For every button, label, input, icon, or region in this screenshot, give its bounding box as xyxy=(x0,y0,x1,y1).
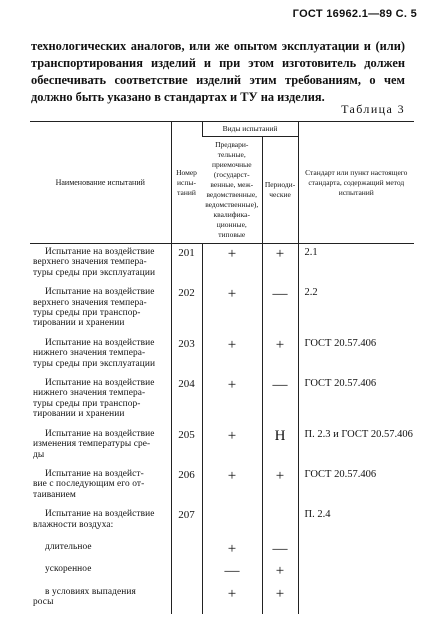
acceptance-mark xyxy=(202,506,262,536)
method-reference xyxy=(298,581,414,614)
test-name-line: изменения температуры сре- xyxy=(33,439,151,450)
test-name-line: ды xyxy=(33,449,45,460)
test-name-line: Испытание на воздействие xyxy=(45,378,155,389)
table-row xyxy=(30,536,414,558)
test-name-line: росы xyxy=(33,597,54,608)
method-reference: ГОСТ 20.57.406 xyxy=(298,375,414,426)
test-name-line: Испытание на воздействие xyxy=(45,287,155,298)
test-name-line: нижнего значения темпера- xyxy=(33,388,146,399)
test-number: 204 xyxy=(171,375,202,426)
col-header-periodic: Периодические xyxy=(262,137,298,244)
periodic-mark: + xyxy=(262,466,298,506)
test-name-line: в условиях выпадения xyxy=(45,586,136,597)
periodic-mark: — xyxy=(262,536,298,558)
test-name xyxy=(30,335,171,375)
table-row xyxy=(30,375,414,426)
periodic-mark: + xyxy=(262,335,298,375)
test-number xyxy=(171,581,202,614)
method-reference: 2.1 xyxy=(298,244,414,285)
method-reference xyxy=(298,536,414,558)
acceptance-mark: — xyxy=(202,558,262,580)
test-name-line: Испытание на воздейст- xyxy=(45,468,144,479)
test-number: 206 xyxy=(171,466,202,506)
test-name-line: Испытание на воздействие xyxy=(45,428,155,439)
method-reference: ГОСТ 20.57.406 xyxy=(298,335,414,375)
acceptance-mark: + xyxy=(202,426,262,466)
test-number xyxy=(171,536,202,558)
acceptance-mark: + xyxy=(202,244,262,285)
test-name-line: туры среды при транспор- xyxy=(33,308,141,319)
test-name-line: туры среды при эксплуатации xyxy=(33,358,156,369)
test-name-line: влажности воздуха: xyxy=(33,519,114,530)
method-reference: 2.2 xyxy=(298,284,414,335)
body-paragraph: технологических аналогов, или же опытом эксплуатации и (или) транспортирования изделий и при этом изготовитель должен обеспечивать соответствие изделий этим требованиям, о чем должно быть указано в стандартах и ТУ на изделия. xyxy=(31,39,405,104)
periodic-mark: + xyxy=(262,244,298,285)
test-name xyxy=(30,466,171,506)
col-header-number: Номер испытаний xyxy=(171,122,202,244)
page-header: ГОСТ 16962.1—89 С. 5 xyxy=(292,8,417,20)
col-header-types: Виды испытаний xyxy=(202,122,298,137)
table-row xyxy=(30,506,414,536)
test-name-line: тировании и хранении xyxy=(33,318,125,329)
test-name-line: таиванием xyxy=(33,489,76,500)
test-name-line: длительное xyxy=(45,541,92,552)
test-name-line: верхнего значения темпера- xyxy=(33,257,147,268)
test-name-line: Испытание на воздействие xyxy=(45,337,155,348)
acceptance-mark: + xyxy=(202,581,262,614)
test-name-line: ускоренное xyxy=(45,564,92,575)
table-row xyxy=(30,284,414,335)
test-name-line: верхнего значения темпера- xyxy=(33,297,147,308)
test-name-line: Испытание на воздействие xyxy=(45,247,155,257)
test-name-line: Испытание на воздействие xyxy=(45,509,155,520)
test-number: 207 xyxy=(171,506,202,536)
test-name-line: вие с последующим его от- xyxy=(33,479,145,490)
test-name xyxy=(30,558,171,580)
table-row xyxy=(30,244,414,285)
acceptance-mark: + xyxy=(202,335,262,375)
test-name xyxy=(30,284,171,335)
table-caption: Таблица 3 xyxy=(341,102,405,116)
table-row xyxy=(30,426,414,466)
test-number xyxy=(171,558,202,580)
acceptance-mark: + xyxy=(202,466,262,506)
test-number: 205 xyxy=(171,426,202,466)
col-header-standard: Стандарт или пункт настоящего стандарта, содержащий метод испытаний xyxy=(298,122,414,244)
col-header-acceptance: Предварительные, приемочные (государственные, межведомственные, ведомственные), квалификационные, типовые xyxy=(202,137,262,244)
test-number: 201 xyxy=(171,244,202,285)
test-name xyxy=(30,536,171,558)
test-name xyxy=(30,375,171,426)
test-name-line: нижнего значения темпера- xyxy=(33,348,146,359)
acceptance-mark: + xyxy=(202,284,262,335)
method-reference: П. 2.3 и ГОСТ 20.57.406 xyxy=(298,426,414,466)
periodic-mark: — xyxy=(262,284,298,335)
test-name-line: тировании и хранении xyxy=(33,409,125,420)
periodic-mark xyxy=(262,506,298,536)
table-row xyxy=(30,466,414,506)
tests-table xyxy=(30,121,414,614)
test-number: 203 xyxy=(171,335,202,375)
table-row xyxy=(30,558,414,580)
test-name xyxy=(30,426,171,466)
acceptance-mark: + xyxy=(202,536,262,558)
periodic-mark: Н xyxy=(262,426,298,466)
acceptance-mark: + xyxy=(202,375,262,426)
table-row xyxy=(30,335,414,375)
test-name xyxy=(30,581,171,614)
test-name xyxy=(30,506,171,536)
col-header-name: Наименование испытаний xyxy=(30,122,171,244)
test-name xyxy=(30,244,171,285)
method-reference: ГОСТ 20.57.406 xyxy=(298,466,414,506)
test-name-line: туры среды при эксплуатации xyxy=(33,267,156,278)
periodic-mark: — xyxy=(262,375,298,426)
test-number: 202 xyxy=(171,284,202,335)
table-row xyxy=(30,581,414,614)
periodic-mark: + xyxy=(262,558,298,580)
method-reference: П. 2.4 xyxy=(298,506,414,536)
periodic-mark: + xyxy=(262,581,298,614)
test-name-line: туры среды при транспор- xyxy=(33,398,141,409)
method-reference xyxy=(298,558,414,580)
